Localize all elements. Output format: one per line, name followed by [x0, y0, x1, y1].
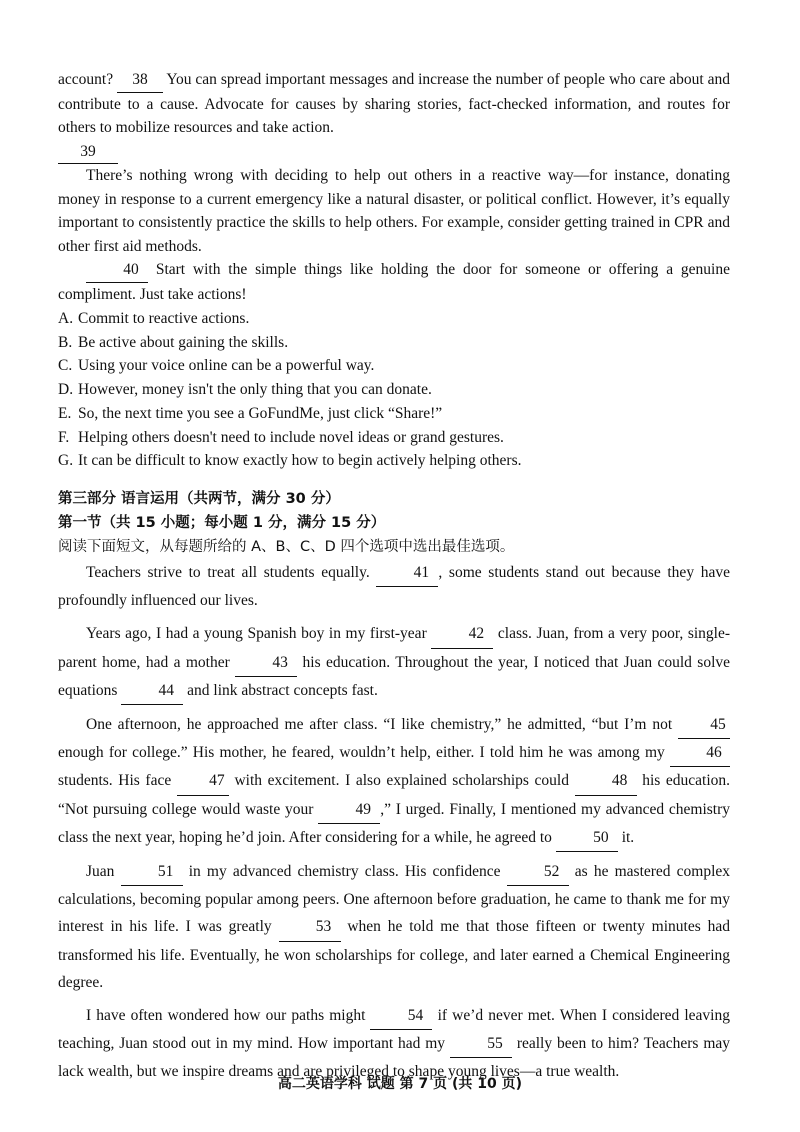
text: One afternoon, he approached me after class. “I like chemistry,” he admitted, “but I’m not — [86, 715, 673, 733]
blank-47[interactable]: 47 — [177, 767, 229, 795]
text: if we’d never met. When I considered leaving teaching, Juan stood out in my mind. How important had my — [58, 1006, 730, 1053]
blank-38[interactable]: 38 — [117, 68, 163, 93]
text: in my advanced chemistry class. His confidence — [188, 862, 501, 880]
blank-42[interactable]: 42 — [431, 620, 493, 648]
text: Start with the simple things like holding the door for someone or offering a genuine compliment. Just take actions! — [58, 261, 730, 303]
text: Years ago, I had a young Spanish boy in my first-year — [86, 625, 427, 643]
option-text: It can be difficult to know exactly how to begin actively helping others. — [78, 452, 522, 470]
gap-line-39 — [58, 140, 730, 165]
option-letter: D. — [58, 381, 74, 399]
reading-passage — [58, 68, 730, 306]
cloze-paragraph-2 — [58, 620, 730, 705]
page-content — [58, 68, 730, 1086]
blank-43[interactable]: 43 — [235, 649, 297, 677]
text: it. — [621, 828, 635, 846]
text: when he told me that those fifteen or twenty minutes had transformed his life. Eventually, he won scholarships for college, and later earned a Chemical Engineering degree. — [58, 918, 730, 991]
blank-39[interactable]: 39 — [58, 140, 118, 165]
blank-45[interactable]: 45 — [678, 711, 730, 739]
option-text: Using your voice online can be a powerful way. — [78, 357, 375, 375]
option-g — [58, 449, 730, 473]
text: , some students stand out because they have profoundly influenced our lives. — [58, 563, 730, 610]
part-title: 第三部分 语言运用（共两节，满分 30 分） — [58, 490, 340, 507]
option-letter: B. — [58, 333, 73, 351]
text: class. Juan, from a very poor, single-parent home, had a mother — [58, 625, 731, 671]
blank-51[interactable]: 51 — [121, 858, 183, 886]
option-letter: E. — [58, 404, 72, 422]
text: with excitement. I also explained scholarships could — [234, 772, 569, 790]
blank-41[interactable]: 41 — [376, 559, 438, 587]
options-list — [58, 307, 730, 473]
sub-title: 第一节（共 15 小题；每小题 1 分，满分 15 分） — [58, 514, 386, 531]
blank-53[interactable]: 53 — [279, 913, 341, 941]
text: Teachers strive to treat all students equally. — [86, 563, 370, 581]
blank-55[interactable]: 55 — [450, 1030, 512, 1058]
option-text: Helping others doesn't need to include novel ideas or grand gestures. — [78, 428, 504, 446]
instruction: 阅读下面短文，从每题所给的 A、B、C、D 四个选项中选出最佳选项。 — [58, 538, 515, 555]
text: Juan — [86, 862, 115, 880]
text: enough for college.” His mother, he feared, wouldn’t help, either. I told him he was among my — [58, 744, 665, 762]
option-e — [58, 402, 730, 426]
blank-46[interactable]: 46 — [670, 739, 730, 767]
option-text: Be active about gaining the skills. — [78, 333, 289, 351]
blank-44[interactable]: 44 — [121, 677, 183, 705]
blank-40[interactable]: 40 — [86, 258, 148, 283]
option-letter: C. — [58, 357, 73, 375]
text: students. His face — [58, 772, 172, 790]
section-header — [58, 487, 730, 559]
blank-52[interactable]: 52 — [507, 858, 569, 886]
option-letter: A. — [58, 310, 74, 327]
option-letter: F. — [58, 428, 70, 446]
blank-48[interactable]: 48 — [575, 767, 637, 795]
option-a — [58, 307, 730, 331]
page-footer: 高二英语学科 试题 第 7 页 (共 10 页) — [277, 1076, 523, 1092]
option-c — [58, 354, 730, 378]
text: and link abstract concepts fast. — [187, 681, 378, 699]
text: You can spread important messages and increase the number of people who care about and contribute to a cause. Advocate for causes by sharing stories, fact-checked information, and routes for others to mobilize resources and take action. — [58, 71, 730, 136]
option-f — [58, 426, 730, 450]
text: really been to him? Teachers may lack wealth, but we inspire dreams and are privileged to shape young lives—a true wealth. — [58, 1035, 731, 1081]
text: I have often wondered how our paths might — [86, 1006, 366, 1024]
cloze-paragraph-1 — [58, 559, 730, 614]
cloze-paragraph-4 — [58, 858, 730, 996]
text: as he mastered complex calculations, becoming popular among peers. One afternoon before graduation, he came to thank me for my interest in his life. I was greatly — [58, 862, 731, 936]
cloze-passage — [58, 559, 730, 1086]
cloze-paragraph-3 — [58, 711, 730, 852]
text: ,” I urged. Finally, I mentioned my advanced chemistry class the next year, hoping he’d join. After considering for a while, he agreed to — [58, 800, 730, 846]
option-text: However, money isn't the only thing that you can donate. — [78, 381, 432, 399]
blank-49[interactable]: 49 — [318, 796, 380, 824]
paragraph-2: There’s nothing wrong with deciding to help out others in a reactive way—for instance, donating money in response to a current emergency like a natural disaster, or political conflict. However, it’s equally important to consistently practice the skills to help others. For example, consider getting trained in CPR and other first aid methods. — [58, 167, 730, 255]
option-letter: G. — [58, 452, 74, 470]
text: his education. Throughout the year, I noticed that Juan could solve equations — [58, 653, 731, 699]
option-b — [58, 331, 730, 355]
paragraph-38 — [58, 68, 730, 140]
option-text: Commit to reactive actions. — [78, 310, 250, 327]
text: his education. “Not pursuing college would waste your — [58, 772, 731, 818]
blank-50[interactable]: 50 — [556, 824, 618, 852]
blank-54[interactable]: 54 — [370, 1002, 432, 1030]
option-text: So, the next time you see a GoFundMe, just click “Share!” — [78, 404, 443, 422]
paragraph-40 — [58, 258, 730, 306]
option-d — [58, 378, 730, 402]
text: account? — [58, 71, 114, 88]
